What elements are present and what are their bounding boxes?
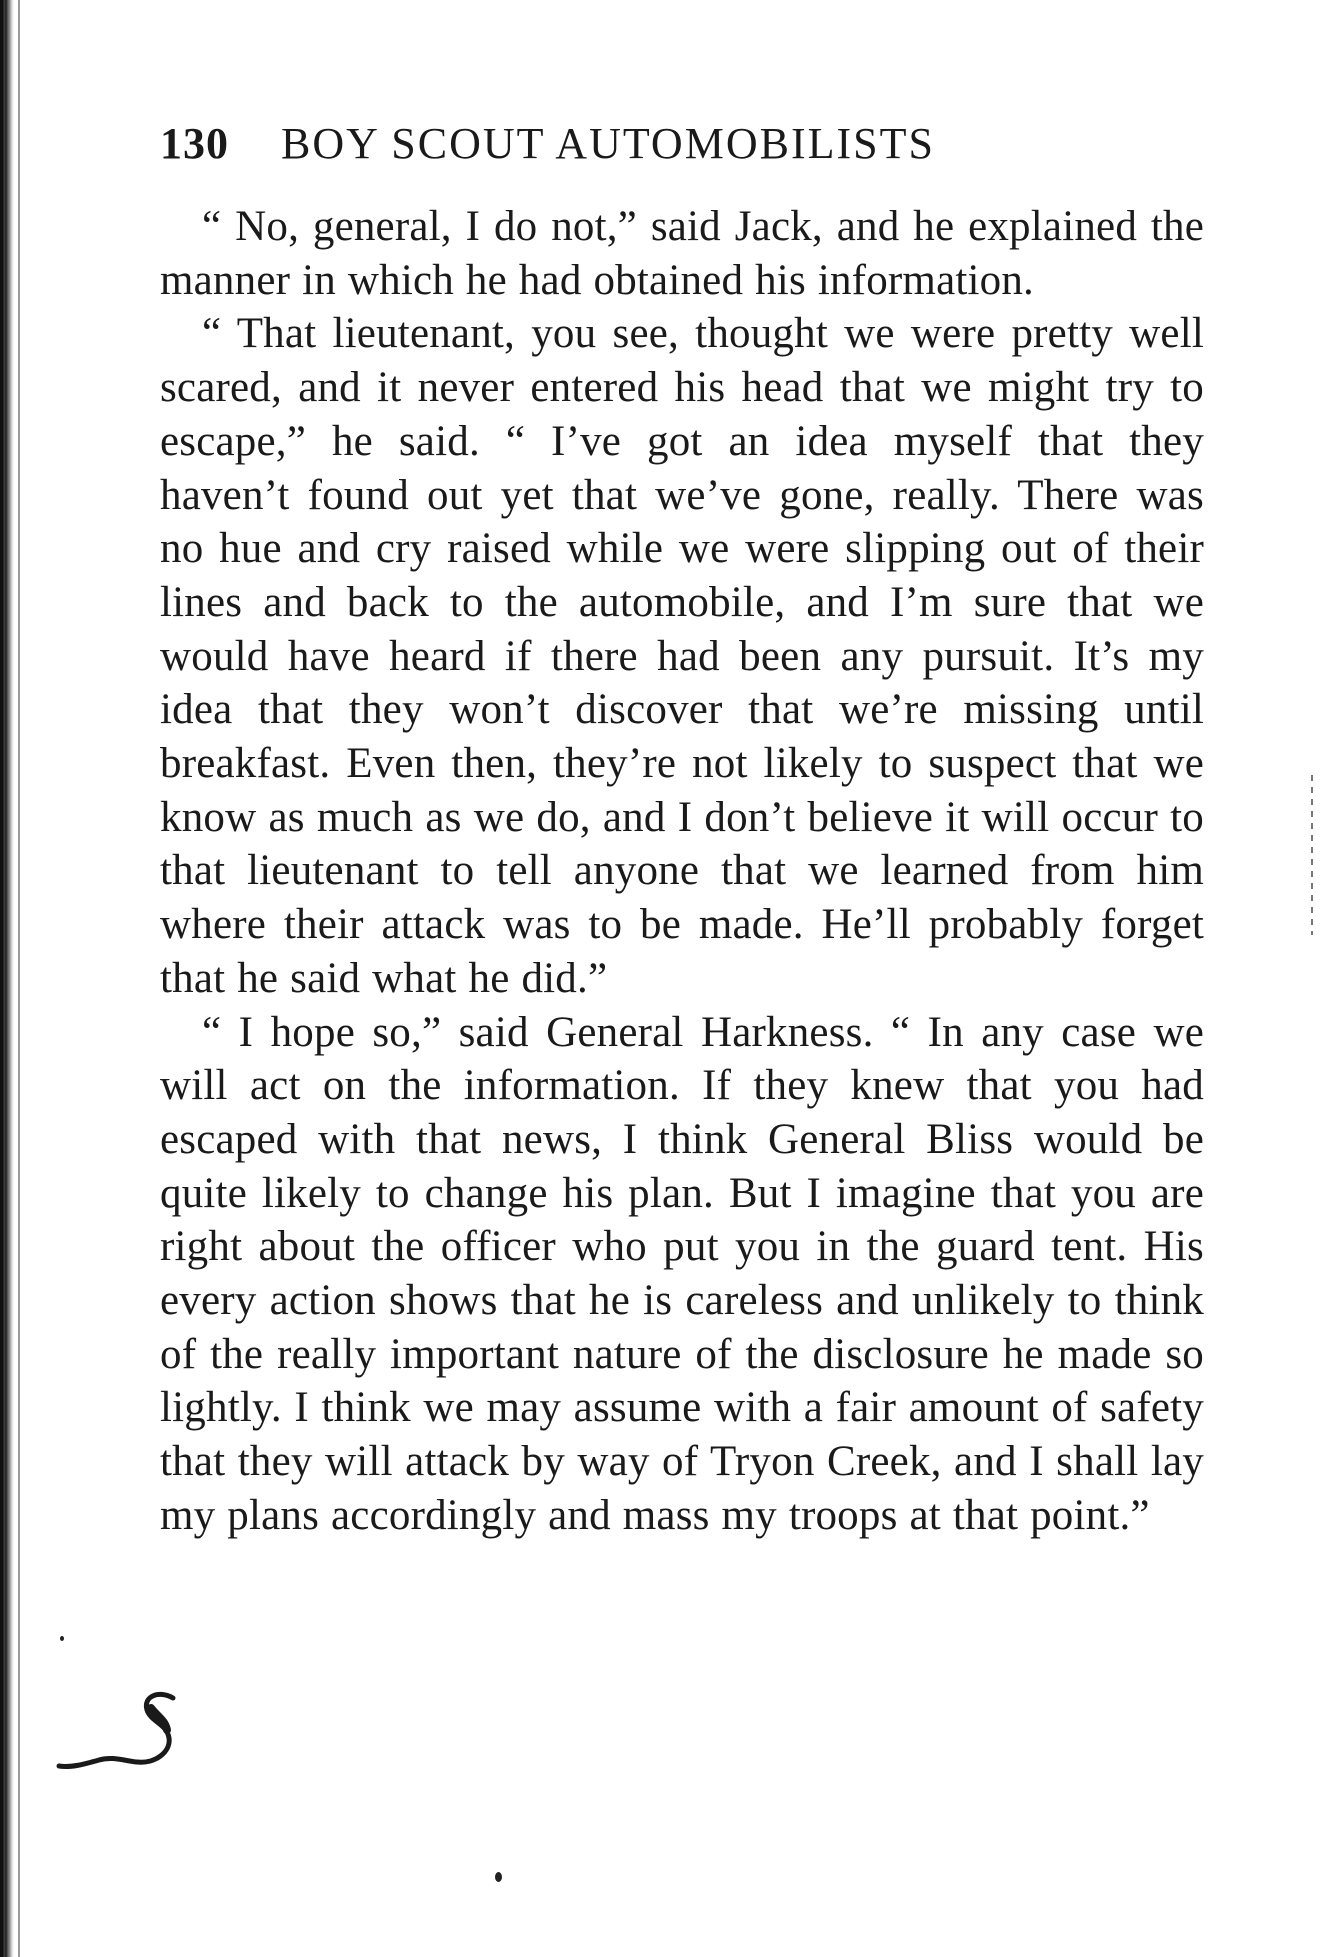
scan-edge-artifact bbox=[1311, 775, 1313, 935]
paragraph: “ That lieutenant, you see, thought we were pretty well scared, and it never entered his head that we might try to escape,” he said. “ I’ve got an idea myself that they haven’t found out yet that we’ve gone, really. There was no hue and cry raised while we were slipping out of their lines and back to the automobile, and I’m sure that we would have heard if there had been any pursuit. It’s my idea that they won’t discover that we’re missing until breakfast. Even then, they’re not likely to suspect that we know as much as we do, and I don’t believe it will occur to that lieutenant to tell anyone that we learned from him where their attack was to be made. He’ll probably forget that he said what he did.” bbox=[160, 310, 1204, 1002]
page-number: 130 bbox=[160, 119, 229, 168]
book-title: BOY SCOUT AUTOMOBILISTS bbox=[281, 119, 935, 168]
paragraph: “ I hope so,” said General Harkness. “ In any case we will act on the information. If they knew that you had escaped with that news, I think General Bliss would be quite likely to change his plan. But I imagine that you are right about the officer who put you in the guard tent. His every action shows that he is careless and unlikely to think of the really important nature of the disclosure he made so lightly. I think we may assume with a fair amount of safety that they will attack by way of Tryon Creek, and I shall lay my plans accordingly and mass my troops at that point.” bbox=[160, 1008, 1204, 1539]
book-page bbox=[160, 118, 1204, 1543]
page-binding-shadow bbox=[18, 0, 20, 1957]
running-head bbox=[160, 118, 1204, 178]
body-text bbox=[160, 200, 1204, 1543]
paragraph: “ No, general, I do not,” said Jack, and he explained the manner in which he had obtained his information. bbox=[160, 203, 1204, 304]
stray-ink-dot bbox=[495, 1872, 502, 1882]
ink-flourish-mark bbox=[55, 1686, 185, 1776]
stray-ink-dot bbox=[60, 1636, 64, 1641]
page-binding-edge bbox=[0, 0, 14, 1957]
